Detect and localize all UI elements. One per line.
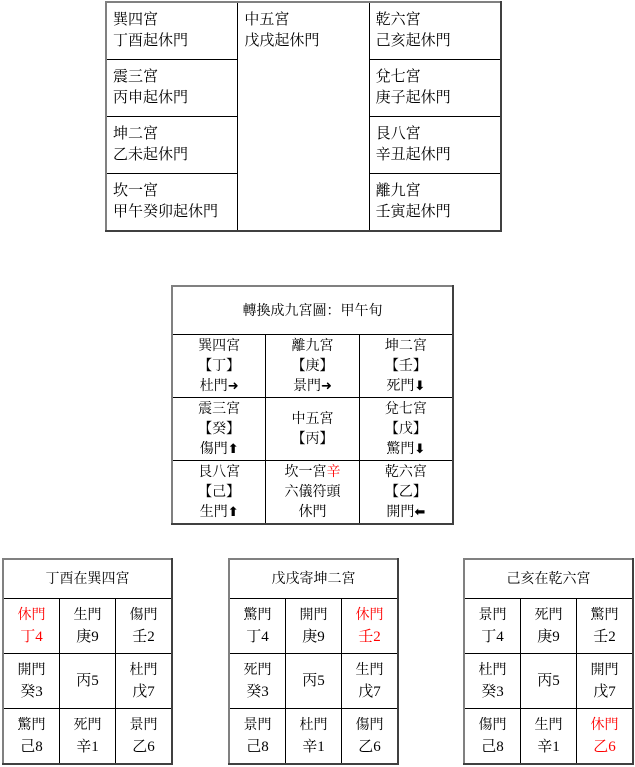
np-cell-zhen3 [172, 398, 266, 461]
stem: 丁4 [20, 629, 43, 645]
palace-rule: 辛丑起休門 [375, 145, 451, 163]
door: 杜門 [478, 662, 507, 678]
stem: 辛1 [302, 739, 325, 755]
chart-dingyou-table [2, 558, 173, 765]
palace-cell-kun2 [106, 117, 238, 174]
np-palace: 離九宮 [291, 337, 334, 354]
np-cell-kan1 [266, 461, 359, 525]
np-door-line [360, 376, 452, 397]
chart-cell [3, 709, 60, 765]
chart-cell [229, 654, 286, 709]
chart-wuxu-table [228, 558, 399, 765]
door: 開門 [299, 607, 328, 623]
palace-name: 坤二宮 [113, 124, 159, 142]
chart-title: 丁酉在巽四宮 [3, 559, 172, 599]
door: 生門 [534, 717, 563, 733]
palace-rule: 丁酉起休門 [113, 31, 189, 49]
np-door-line [173, 439, 265, 460]
stem: 丁4 [481, 629, 504, 645]
door: 休門 [17, 607, 46, 623]
stem: 辛1 [537, 739, 560, 755]
np-cell-dui7 [359, 398, 453, 461]
stem: 丁4 [246, 629, 269, 645]
palace-name: 艮八宮 [375, 124, 421, 142]
door: 傷門 [478, 717, 507, 733]
stem: 壬2 [358, 629, 381, 645]
door: 景門 [129, 717, 158, 733]
np-palace: 艮八宮 [198, 463, 241, 480]
stem: 乙6 [593, 739, 616, 755]
chart-cell [464, 654, 521, 709]
chart-jihai-table [463, 558, 634, 765]
stem: 丙5 [537, 673, 560, 689]
palace-name: 坎一宮 [113, 181, 159, 199]
top-table-gap-mask [238, 58, 369, 229]
palace-rule: 丙申起休門 [113, 88, 189, 106]
door: 杜門 [299, 717, 328, 733]
np-palace: 乾六宮 [384, 463, 427, 480]
chart-title: 戊戌寄坤二宮 [229, 559, 398, 599]
np-stem: 【己】 [198, 483, 241, 500]
palace-name: 中五宮 [244, 10, 290, 28]
stem: 戊7 [132, 684, 155, 700]
door: 死門 [73, 717, 102, 733]
chart-cell [3, 599, 60, 654]
np-palace: 兌七宮 [384, 400, 427, 417]
arrow-right-icon: ➜ [321, 378, 332, 394]
chart-cell [116, 709, 173, 765]
chart-cell [116, 599, 173, 654]
stem: 癸3 [20, 684, 43, 700]
np-cell-xun4 [172, 335, 266, 398]
np-door: 杜門 [199, 377, 228, 394]
door: 驚門 [590, 607, 619, 623]
stem: 壬2 [132, 629, 155, 645]
np-door: 傷門 [199, 440, 228, 457]
chart-cell [286, 654, 342, 709]
door: 開門 [17, 662, 46, 678]
stem: 己8 [481, 739, 504, 755]
chart-cell [229, 599, 286, 654]
stem: 庚9 [537, 629, 560, 645]
np-palace: 震三宮 [198, 400, 241, 417]
np-stem: 【丁】 [198, 357, 241, 374]
np-palace-extra-stem: 辛 [326, 464, 341, 480]
door: 驚門 [243, 607, 272, 623]
np-cell-li9 [266, 335, 359, 398]
palace-cell-kan1 [106, 174, 238, 232]
palace-cell-li9 [369, 174, 501, 232]
nine-palace-table [171, 285, 454, 525]
arrow-up-icon: ⬆ [227, 504, 239, 520]
arrow-left-icon: ⬅ [414, 504, 426, 520]
door: 傷門 [129, 607, 158, 623]
palace-cell-gen8 [369, 117, 501, 174]
stem: 己8 [20, 739, 43, 755]
chart-cell [60, 654, 116, 709]
np-door: 開門 [386, 503, 415, 520]
stem: 庚9 [76, 629, 99, 645]
np-stem: 【丙】 [291, 431, 334, 447]
np-door-line [360, 502, 452, 523]
np-stem: 六儀符頭 [284, 484, 341, 500]
palace-rule: 庚子起休門 [375, 88, 451, 106]
chart-cell [521, 709, 577, 765]
stem: 癸3 [246, 684, 269, 700]
np-door: 景門 [293, 377, 322, 394]
np-door-line [173, 376, 265, 397]
chart-cell [60, 709, 116, 765]
palace-rule: 壬寅起休門 [375, 202, 451, 220]
palace-name: 兌七宮 [375, 67, 421, 85]
chart-cell [577, 654, 634, 709]
door: 景門 [478, 607, 507, 623]
palace-rule: 己亥起休門 [375, 31, 451, 49]
chart-cell [342, 654, 399, 709]
np-palace-line [266, 462, 358, 482]
chart-cell [286, 599, 342, 654]
palace-cell-xun4 [106, 2, 238, 60]
np-cell-zhong5 [266, 398, 359, 461]
np-cell-kun2 [359, 335, 453, 398]
chart-cell [116, 654, 173, 709]
arrow-down-icon: ⬇ [414, 378, 426, 394]
np-cell-gen8 [172, 461, 266, 525]
stem: 癸3 [481, 684, 504, 700]
np-door: 生門 [199, 503, 228, 520]
palace-cell-dui7 [369, 60, 501, 117]
palace-rule: 乙未起休門 [113, 145, 189, 163]
palace-cell-zhen3 [106, 60, 238, 117]
np-door-line [360, 439, 452, 460]
chart-cell [521, 599, 577, 654]
np-stem: 【乙】 [384, 483, 427, 500]
chart-cell [342, 599, 399, 654]
chart-cell [60, 599, 116, 654]
palace-rule: 戊戌起休門 [244, 31, 320, 49]
chart-title: 己亥在乾六宮 [464, 559, 633, 599]
np-palace: 巽四宮 [198, 337, 241, 354]
np-door: 休門 [298, 504, 327, 520]
door: 驚門 [17, 717, 46, 733]
arrow-right-icon: ➜ [227, 378, 239, 394]
palace-cell-qian6 [369, 2, 501, 60]
np-palace: 坤二宮 [384, 337, 427, 354]
stem: 戊7 [593, 684, 616, 700]
palace-name: 乾六宮 [375, 10, 421, 28]
stem: 丙5 [76, 673, 99, 689]
chart-cell [577, 599, 634, 654]
door: 休門 [355, 607, 384, 623]
arrow-down-icon: ⬇ [414, 441, 426, 457]
np-stem: 【癸】 [198, 420, 241, 437]
np-door: 死門 [386, 377, 415, 394]
np-door: 驚門 [386, 440, 415, 457]
door: 死門 [534, 607, 563, 623]
stem: 庚9 [302, 629, 325, 645]
palace-name: 震三宮 [113, 67, 159, 85]
np-palace: 坎一宮 [284, 464, 327, 480]
stem: 乙6 [358, 739, 381, 755]
stem: 己8 [246, 739, 269, 755]
door: 開門 [590, 662, 619, 678]
door: 杜門 [129, 662, 158, 678]
np-door-line [266, 376, 358, 397]
chart-cell [464, 599, 521, 654]
palace-name: 巽四宮 [113, 10, 159, 28]
door: 生門 [73, 607, 102, 623]
chart-cell [286, 709, 342, 765]
door: 傷門 [355, 717, 384, 733]
np-door-line [173, 502, 265, 523]
palace-rule: 甲午癸卯起休門 [113, 202, 219, 220]
palace-cell-zhong5 [238, 2, 369, 60]
np-stem: 【壬】 [384, 357, 427, 374]
np-palace: 中五宮 [291, 411, 334, 427]
chart-cell [3, 654, 60, 709]
np-stem: 【戊】 [384, 420, 427, 437]
chart-cell [577, 709, 634, 765]
arrow-up-icon: ⬆ [227, 441, 239, 457]
door: 生門 [355, 662, 384, 678]
np-cell-qian6 [359, 461, 453, 525]
stem: 乙6 [132, 739, 155, 755]
palace-name: 離九宮 [375, 181, 421, 199]
door: 死門 [243, 662, 272, 678]
stem: 壬2 [593, 629, 616, 645]
door: 休門 [590, 717, 619, 733]
np-stem: 【庚】 [291, 357, 334, 374]
door: 景門 [243, 717, 272, 733]
chart-cell [521, 654, 577, 709]
nine-palace-title: 轉換成九宮圖：甲午旬 [172, 286, 453, 335]
stem: 丙5 [302, 673, 325, 689]
stem: 戊7 [358, 684, 381, 700]
chart-cell [229, 709, 286, 765]
stem: 辛1 [76, 739, 99, 755]
chart-cell [464, 709, 521, 765]
chart-cell [342, 709, 399, 765]
